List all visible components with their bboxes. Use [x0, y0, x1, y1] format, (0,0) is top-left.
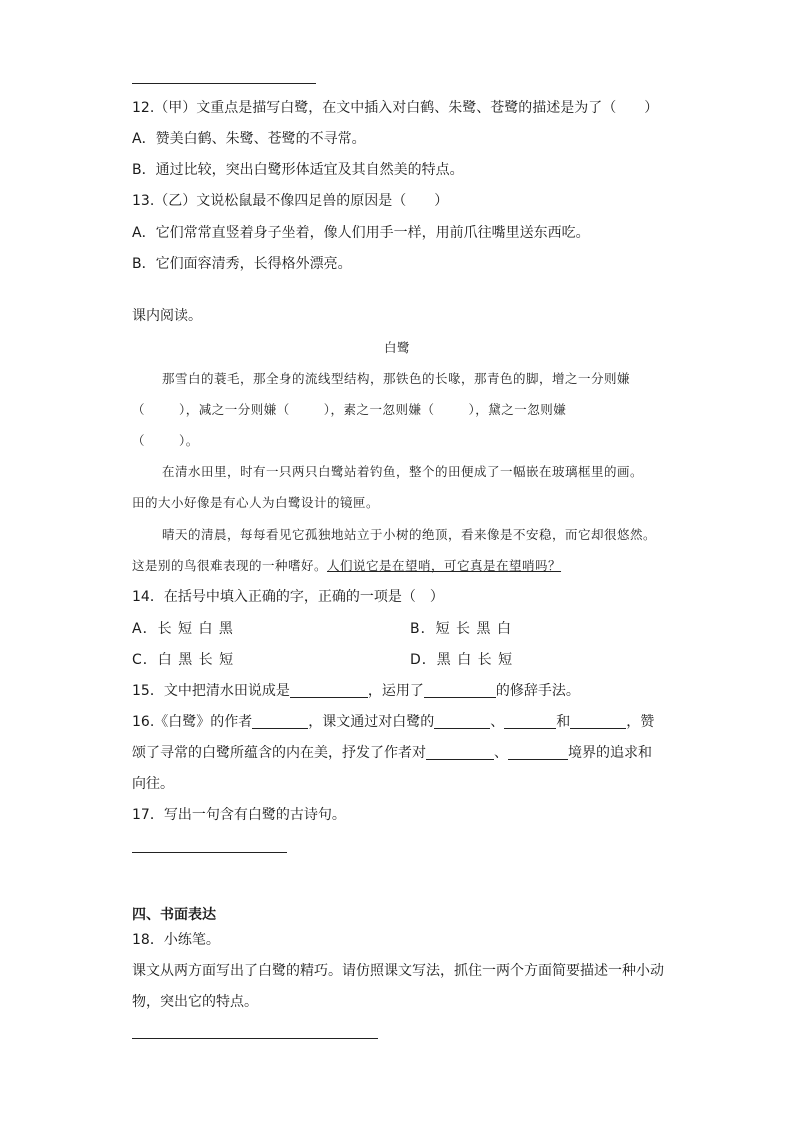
q16-text: 境界的追求和 — [568, 745, 652, 761]
answer-blank[interactable] — [252, 714, 308, 729]
answer-blank[interactable] — [434, 714, 490, 729]
reading-heading: 课内阅读。 — [132, 308, 202, 324]
answer-line-q18[interactable] — [132, 1038, 378, 1039]
q16-text: 16.《白鹭》的作者 — [132, 714, 253, 730]
q14-option-a: A．长 短 白 黑 — [132, 621, 234, 637]
q18-stem: 18．小练笔。 — [132, 932, 220, 948]
answer-blank[interactable] — [504, 714, 556, 729]
underlined-sentence: 人们说它是在望哨，可它真是在望哨吗？ — [327, 558, 562, 573]
passage-p1-line1: 那雪白的蓑毛，那全身的流线型结构，那铁色的长喙，那青色的脚，增之一分则嫌 — [162, 371, 631, 386]
passage-p1-line2 — [132, 401, 566, 419]
q13-option-a: A．它们常常直竖着身子坐着，像人们用手一样，用前爪往嘴里送东西吃。 — [132, 225, 590, 241]
q16-text: ，赞 — [626, 714, 655, 730]
q16-line3: 向往。 — [132, 776, 174, 792]
q12-option-a: A．赞美白鹤、朱鹭、苍鹭的不寻常。 — [132, 131, 366, 147]
passage-title: 白鹭 — [384, 340, 411, 355]
q13-option-b: B．它们面容清秀，长得格外漂亮。 — [132, 256, 352, 272]
paren-open: （ — [132, 433, 146, 448]
section-heading: 四、书面表达 — [132, 907, 216, 923]
q16-text: 颂了寻常的白鹭所蕴含的内在美，抒发了作者对 — [132, 745, 426, 761]
passage-text: ）。 — [179, 433, 199, 448]
passage-p2-line1: 在清水田里，时有一只两只白鹭站着钓鱼，整个的田便成了一幅嵌在玻璃框里的画。 — [162, 464, 644, 479]
q16-text: 、 — [494, 745, 508, 761]
q16-text: 、 — [490, 714, 505, 730]
passage-text: ），素之一忽则嫌（ — [323, 402, 435, 417]
passage-p2-line2: 田的大小好像是有心人为白鹭设计的镜匣。 — [132, 495, 380, 510]
answer-blank[interactable] — [508, 745, 568, 760]
q15-text: 的修辞手法。 — [495, 683, 580, 699]
q16-line1 — [132, 713, 654, 731]
q13-stem: 13.（乙）文说松鼠最不像四足兽的原因是（ ） — [132, 193, 449, 209]
passage-text: 这是别的鸟很难表现的一种嗜好。 — [132, 558, 328, 573]
answer-blank[interactable] — [426, 745, 494, 760]
passage-text: ），减之一分则嫌（ — [179, 402, 290, 417]
q15-text: ，运用了 — [367, 683, 424, 699]
answer-blank[interactable] — [290, 683, 368, 698]
q12-stem: 12.（甲）文重点是描写白鹭，在文中插入对白鹤、朱鹭、苍鹭的描述是为了（ ） — [132, 100, 659, 116]
passage-p3-line1: 晴天的清晨，每每看见它孤独地站立于小树的绝顶，看来像是不安稳，而它却很悠然。 — [162, 527, 657, 542]
answer-blank[interactable] — [570, 714, 626, 729]
q14-option-b: B．短 长 黑 白 — [410, 621, 512, 637]
answer-line-q17[interactable] — [132, 852, 287, 853]
paren-open: （ — [132, 402, 146, 417]
q16-text: ，课文通过对白鹭的 — [308, 714, 435, 730]
passage-text: ），黛之一忽则嫌 — [468, 402, 567, 417]
q18-body-line1: 课文从两方面写出了白鹭的精巧。请仿照课文写法，抓住一两个方面简要描述一种小动 — [132, 963, 664, 979]
q18-body-line2: 物，突出它的特点。 — [132, 994, 258, 1010]
answer-line-top — [132, 83, 316, 84]
q12-option-b: B．通过比较，突出白鹭形体适宜及其自然美的特点。 — [132, 162, 464, 178]
q15-text: 15．文中把清水田说成是 — [132, 683, 290, 699]
answer-blank[interactable] — [424, 683, 496, 698]
q17-stem: 17．写出一句含有白鹭的古诗句。 — [132, 807, 346, 823]
q14-stem: 14．在括号中填入正确的字，正确的一项是（ ） — [132, 589, 444, 605]
q14-option-c: C．白 黑 长 短 — [132, 652, 235, 668]
q16-text: 和 — [556, 714, 571, 730]
passage-p3-line2 — [132, 557, 561, 575]
q16-line2 — [132, 744, 652, 762]
q15 — [132, 682, 580, 700]
passage-p1-line3 — [132, 432, 199, 450]
q14-option-d: D．黑 白 长 短 — [410, 652, 514, 668]
